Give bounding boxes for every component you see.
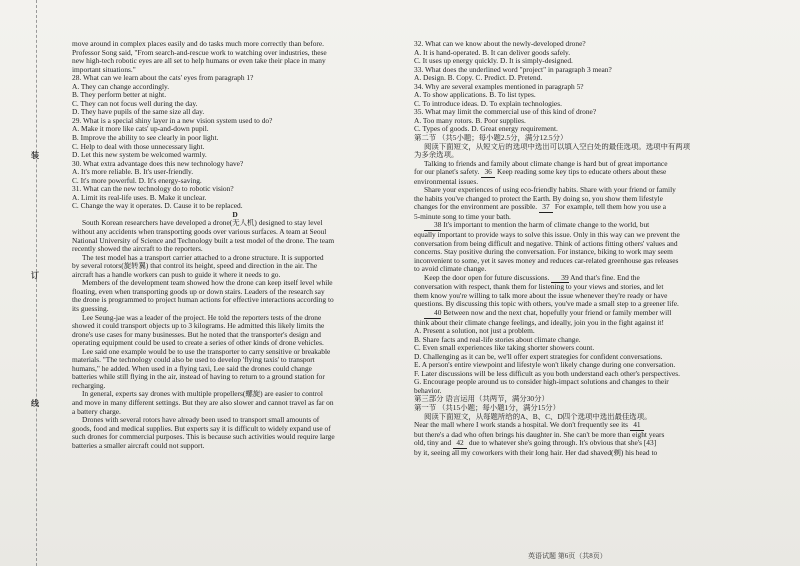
left-column-line: batteries a smaller aircraft could not support. [72,441,205,450]
right-column-line: 40 Between now and the next chat, hopefully your friend or family member will [414,309,744,319]
right-column-line: 第三部分 语言运用（共两节，满分30分） [414,395,549,404]
right-column-line: C. It uses up energy quickly. D. It is simply-designed. [414,57,573,66]
right-column-line: A. Design. B. Copy. C. Predict. D. Pretend. [414,74,543,83]
right-column-line: A. It is hand-operated. B. It can deliver goods safely. [414,48,571,57]
left-column-line: and move in many different settings. But they are also slower and cannot travel as far on [72,398,334,407]
right-column-line: 35. What may limit the commercial use of this kind of drone? [414,108,597,117]
right-column-line: F. Later discussions will be less difficult as you both understand each other's perspectives. [414,369,680,378]
right-column-line: C. To introduce ideas. D. To explain technologies. [414,99,562,108]
right-column-line: the habits you've changed to protect the Earth. By doing so, you show them lifestyle [414,194,663,203]
binding-mark-xian: 线 [31,399,39,408]
right-column-line: Share your experiences of using eco-friendly habits. Share with your friend or family [424,186,676,195]
left-column-line: its guessing. [72,304,109,313]
left-column-line: 31. What can the new technology do to robotic vision? [72,185,234,194]
right-column [414,40,744,457]
left-column-line: A. Make it more like cats' up-and-down pupil. [72,125,209,134]
binding-mark-ding: 订 [31,271,39,280]
left-column-line: a battery charge. [72,407,121,416]
left-column-line: recharging. [72,381,106,390]
left-column-line: 30. What extra advantage does this new technology have? [72,159,244,168]
left-column-line: B. They perform better at night. [72,91,167,100]
right-column-line: A. To show applications. B. To list types. [414,91,536,100]
left-column-line: A. Limit its real-life uses. B. Make it unclear. [72,193,207,202]
right-column-line: 为多余选项。 [414,151,459,160]
right-column-line: D. Challenging as it can be, we'll offer expert strategies for confident conversations. [414,352,663,361]
left-column-line: South Korean researchers have developed a drone(无人机) designed to stay level [82,219,323,228]
left-column-line: operating equipment could be used to create a series of other kinds of drone vehicles. [72,339,324,348]
right-column-line: by it, seeing all my coworkers with their long hair. Her dad shaved(剃) his head to [414,448,658,457]
left-column-line: batteries while still flying in the air, instead of having to return to a ground station for [72,373,325,382]
right-column-line: think about their climate change feelings, and ideally, join you in the fight against it! [414,318,664,327]
left-column-line: showed it could transport objects up to 3 kilograms. He admitted this likely limits the [72,322,325,331]
left-column-line: such drones for commercial purposes. This is because such activities would require large [72,433,335,442]
right-column-line: inconvenient to some, yet it saves money and reduces car-related greenhouse gas releases [414,256,679,265]
left-column [72,40,398,450]
left-column-line: drone's use cases for many businesses. But he noted that the transporter's design and [72,330,321,339]
answer-blank: 40 [424,309,441,319]
right-column-line: A. Present a solution, not just a problem. [414,327,535,336]
right-column-line: them know you're willing to talk more about the issue whenever they're ready or have [414,291,668,300]
left-column-line: without any accidents when transporting goods over various surfaces. A team at Seoul [72,228,327,237]
right-column-line: environmental issues. [414,177,479,186]
right-column-line: G. Encourage people around us to consider high-impact solutions and changes to their [414,378,669,387]
left-column-line: C. It's more powerful. D. It's energy-saving. [72,176,202,185]
left-column-line: A. It's more reliable. B. It's user-friendly. [72,168,194,177]
right-column-line: equally important to provide ways to solve this issue. Only in this way can we prevent the [414,231,680,240]
answer-blank: 41 [630,421,644,431]
answer-blank: 36 [481,168,495,178]
right-column-line: old, tiny and 42 due to whatever she's going through. It's obvious that she's [43] [414,439,657,448]
answer-blank: 38 [424,221,441,231]
right-column-line: Near the mall where I work stands a hospital. We don't frequently see its 41 [414,421,744,431]
left-column-line: new high-tech robotic eyes are all set to help humans or even take their place in many [72,57,326,66]
left-column-line: D [232,210,238,219]
right-column-line: 5-minute song to time your bath. [414,212,511,221]
binding-line [36,0,38,566]
right-column-line: A. Too many rotors. B. Poor supplies. [414,116,526,125]
right-column-line: conversation with respect, thank them for listening to your views and stories, and let [414,283,664,292]
left-column-line: Professor Song said, "From search-and-rescue work to watching over industries, these [72,48,327,57]
right-column-line: 第一节 （共15小题；每小题1分，满分15分） [414,403,560,412]
right-column-line: for our planet's safety. 36 Keep reading some key tips to educate others about these [414,168,667,177]
left-column-line: Members of the development team showed how the drone can keep itself level while [82,279,333,288]
right-column-line: C. Even small experiences like taking shorter showers count. [414,344,595,353]
right-column-line: Keep the door open for future discussions. 39 And that's fine. End the [424,273,640,282]
left-column-line: floating, even when transporting goods up or down stairs. Leaders of the research say [72,287,325,296]
right-column-line: E. A person's entire viewpoint and lifestyle won't likely change during one conversation. [414,361,676,370]
left-column-line: move around in complex places easily and do tasks much more correctly than before. [72,40,325,48]
left-column-line: Drones with several rotors have already been used to transport small amounts of [82,416,320,425]
right-column-line: 38 It's important to mention the harm of climate change to the world, but [414,221,744,231]
left-column-line: important situations." [72,65,136,74]
left-column-line: D. Let this new system be welcomed warmly. [72,151,207,160]
right-column-line: concerns. Stay positive during the conversation. For instance, biking to work may seem [414,248,673,257]
left-column-line: aircraft has a handle workers can push to guide it where it needs to go. [72,270,281,279]
right-column-line: 阅读下面短文，从短文后的选项中选出可以填入空白处的最佳选项。选项中有两项 [424,142,691,151]
right-column-line: C. Types of goods. D. Great energy requirement. [414,125,558,134]
right-column-line: changes for the environment are possible. 37 For example, tell them how you use a [414,203,667,212]
binding-mark-zhuang: 装 [31,151,39,160]
right-column-line: questions. By discussing this topic with others, you've made a small step to a greener life. [414,300,679,309]
left-column-line: the drone is programmed to project human actions for effective interactions according to [72,296,334,305]
right-column-line: 32. What can we know about the newly-developed drone? [414,40,586,48]
right-column-line: 33. What does the underlined word "project" in paragraph 3 mean? [414,65,612,74]
left-column-line: goods, food and medical supplies. But experts say it is difficult to widely expand use of [72,424,331,433]
left-column-line: D. They have pupils of the same size all day. [72,108,205,117]
answer-blank: 37 [539,203,553,213]
left-column-line: National University of Science and Technology built a test model of the drone. The team [72,236,335,245]
right-column-line: Talking to friends and family about climate change is hard but of great importance [424,159,668,168]
left-column-line: humans," he added. When used in a flying taxi, Lee said the drones could change [72,364,312,373]
left-column-line: C. Help to deal with those unnecessary light. [72,142,205,151]
right-column-line: behavior. [414,386,442,395]
left-column-line: A. They can change accordingly. [72,82,170,91]
left-column-line: recently showed the aircraft to the reporters. [72,245,203,254]
right-column-line: conversation from being difficult and negative. Think of actions fitting others' values and [414,239,678,248]
left-column-line: The test model has a transport carrier attached to a drone structure. It is supported [82,253,324,262]
left-column-line: C. Change the way it operates. D. Cause it to be replaced. [72,202,243,211]
left-column-line: materials. "The technology could also be used to develop 'flying taxis' to transport [72,356,315,365]
right-column-line: B. Share facts and real-life stories about climate change. [414,335,581,344]
left-column-line: 29. What is a special shiny layer in a new vision system used to do? [72,116,273,125]
left-column-line: 28. What can we learn about the cats' eyes from paragraph 1? [72,74,254,83]
right-column-line: to avoid climate change. [414,265,487,274]
right-column-line: 阅读下面短文，从每题所给的A、B、C、D四个选项中选出最佳选项。 [424,412,652,421]
left-column-line: Lee Seung-jae was a leader of the project. He told the reporters tests of the drone [82,313,322,322]
page-footer: 英语试题 第6页（共8页） [528,552,607,560]
left-column-line: C. They can not focus well during the day. [72,99,198,108]
answer-blank: 42 [453,439,467,449]
left-column-line: by several rotors(旋转翼) that control its height, speed and direction in the air. The [72,262,318,271]
left-column-line: Lee said one example would be to use the transporter to carry sensitive or breakable [82,347,331,356]
right-column-line: 34. Why are several examples mentioned in paragraph 5? [414,82,584,91]
answer-blank: 39 [551,274,568,284]
right-column-line: 第二节 （共5小题；每小题2.5分，满分12.5分） [414,134,568,143]
right-column-line: but there's a dad who often brings his daughter in. She can't be more than eight years [414,430,665,439]
left-column-line: B. Improve the ability to see clearly in poor light. [72,134,219,143]
left-column-line: In general, experts say drones with multiple propellers(螺旋) are easier to control [82,390,323,399]
